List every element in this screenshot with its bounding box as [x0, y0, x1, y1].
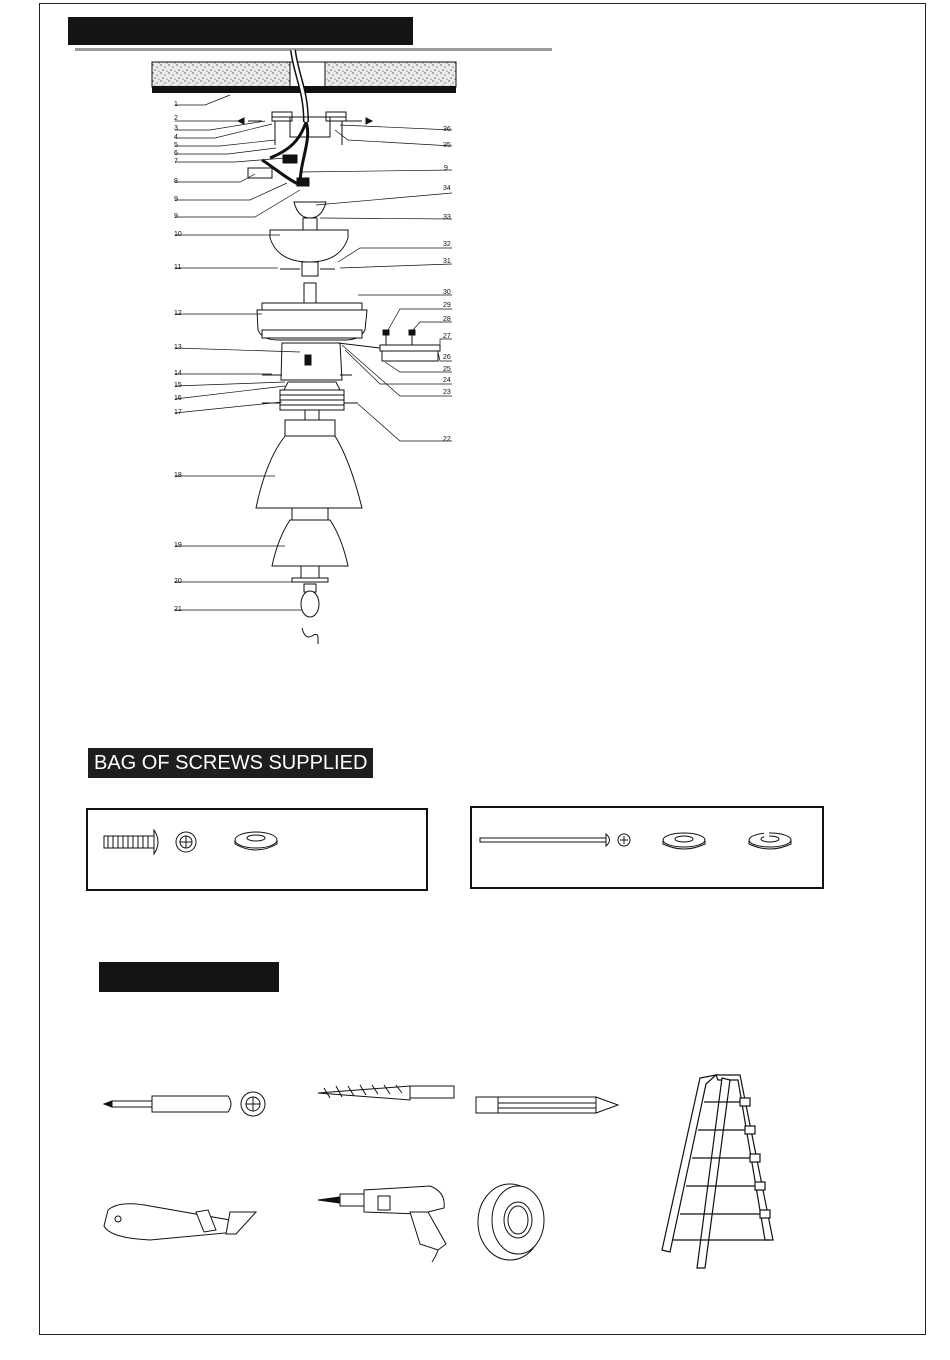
callout-18: 18	[174, 472, 182, 479]
callout-1: 1	[174, 101, 178, 108]
callout-31: 31	[443, 258, 451, 265]
callout-4: 4	[174, 134, 178, 141]
callout-25: 25	[443, 366, 451, 373]
pencil-icon	[476, 1097, 618, 1113]
callout-36: 36	[443, 126, 451, 133]
screws-section-title: BAG OF SCREWS SUPPLIED	[88, 748, 373, 778]
callout-2: 2	[174, 115, 178, 122]
callout-8: 8	[174, 178, 178, 185]
screwdriver-icon	[104, 1092, 265, 1116]
callout-10: 10	[174, 231, 182, 238]
callout-34: 34	[443, 185, 451, 192]
callout-16: 16	[174, 395, 182, 402]
drill-bit-icon	[318, 1085, 454, 1100]
callout-29: 29	[443, 302, 451, 309]
callout-15: 15	[174, 382, 182, 389]
callout-9b: 9	[174, 213, 178, 220]
callout-20: 20	[174, 578, 182, 585]
callout-13: 13	[174, 344, 182, 351]
callout-9c: 9	[444, 165, 448, 172]
callout-14: 14	[174, 370, 182, 377]
callout-33: 33	[443, 214, 451, 221]
callout-11: 11	[174, 264, 182, 271]
power-drill-icon	[318, 1186, 446, 1262]
callout-7: 7	[174, 158, 178, 165]
callout-19: 19	[174, 542, 182, 549]
callout-17: 17	[174, 409, 182, 416]
callout-26: 26	[443, 354, 451, 361]
callout-3: 3	[174, 125, 178, 132]
callout-6: 6	[174, 150, 178, 157]
callout-9a: 9	[174, 196, 178, 203]
callout-21: 21	[174, 606, 182, 613]
callout-22: 22	[443, 436, 451, 443]
callout-35: 35	[443, 142, 451, 149]
utility-knife-icon	[104, 1204, 256, 1240]
electrical-tape-icon	[478, 1184, 544, 1260]
callout-32: 32	[443, 241, 451, 248]
callout-12: 12	[174, 310, 182, 317]
callout-24: 24	[443, 377, 451, 384]
ladder-icon	[662, 1075, 773, 1268]
callout-27: 27	[443, 333, 451, 340]
callout-5: 5	[174, 142, 178, 149]
callout-28: 28	[443, 316, 451, 323]
callout-30: 30	[443, 289, 451, 296]
callout-23: 23	[443, 389, 451, 396]
